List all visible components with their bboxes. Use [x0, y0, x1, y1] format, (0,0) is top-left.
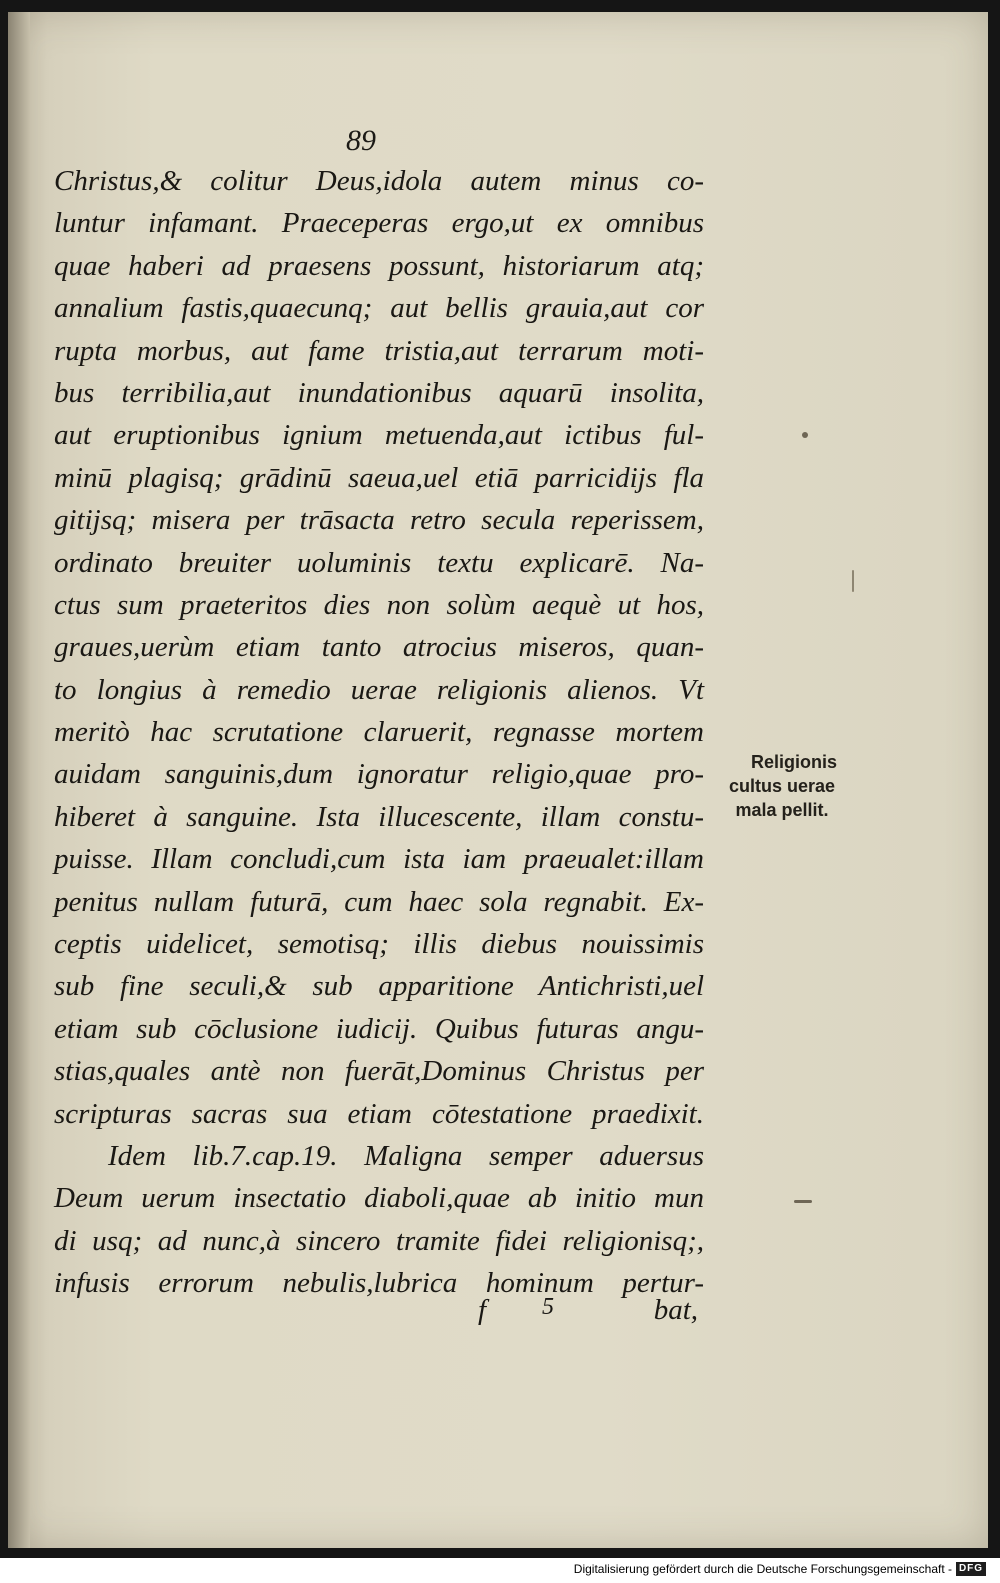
footer-credit: Digitalisierung gefördert durch die Deutsche Forschungsgemeinschaft - [573, 1562, 952, 1576]
text-line: ordinato breuiter uoluminis textu explicarē. Na- [54, 546, 704, 579]
text-line: puisse. Illam concludi,cum ista iam praeualet:illam [54, 843, 704, 876]
text-line: graues,uerùm etiam tanto atrocius miseros, quan- [54, 631, 704, 664]
text-line: scripturas sacras sua etiam cōtestatione praedixit. [54, 1097, 704, 1130]
text-line: annalium fastis,quaecunq; aut bellis grauia,aut cor [54, 292, 704, 325]
text-line: Deum uerum insectatio diaboli,quae ab initio mun [54, 1182, 704, 1215]
text-line: rupta morbus, aut fame tristia,aut terrarum moti- [54, 334, 704, 367]
paper-speck [802, 432, 808, 438]
catchword: bat, [653, 1294, 698, 1326]
digitization-footer [0, 1558, 1000, 1583]
catchword-row [478, 1294, 698, 1334]
text-line: Christus,& colitur Deus,idola autem minus co- [54, 165, 704, 197]
text-line: etiam sub cōclusione iudicij. Quibus futuras angu- [54, 1012, 704, 1045]
text-line: gitijsq; misera per trāsacta retro secula reperissem, [54, 504, 704, 537]
signature-mark: f [478, 1294, 487, 1326]
body-text [54, 160, 704, 1305]
text-line: minū plagisq; grādinū saeua,uel etiā parricidijs fla [54, 461, 704, 494]
text-line: di usq; ad nunc,à sincero tramite fidei religionisq;, [54, 1224, 704, 1257]
text-line: auidam sanguinis,dum ignoratur religio,quae pro- [54, 758, 704, 791]
marginal-note-line: Religionis [750, 752, 837, 772]
text-line: aut eruptionibus ignium metuenda,aut ictibus ful- [54, 419, 704, 452]
text-line: infusis errorum nebulis,lubrica hominum pertur- [54, 1267, 704, 1300]
text-line: meritò hac scrutatione claruerit, regnasse mortem [54, 716, 704, 749]
text-line: to longius à remedio uerae religionis alienos. Vt [54, 673, 704, 706]
signature-number: 5 [542, 1294, 554, 1320]
text-line: ctus sum praeteritos dies non solùm aequè ut hos, [54, 588, 704, 621]
marginal-note [712, 750, 852, 822]
paper-speck [852, 570, 854, 592]
text-line: Idem lib.7.cap.19. Maligna semper aduersus [108, 1139, 704, 1172]
dfg-logo: DFG [956, 1562, 986, 1576]
text-line: hiberet à sanguine. Ista illucescente, illam constu- [54, 800, 704, 833]
text-line: sub fine seculi,& sub apparitione Antichristi,uel [54, 970, 704, 1003]
text-line: stias,quales antè non fuerāt,Dominus Christus per [54, 1055, 704, 1088]
text-line: luntur infamant. Praeceperas ergo,ut ex omnibus [54, 207, 704, 240]
text-line: ceptis uidelicet, semotisq; illis diebus nouissimis [54, 928, 704, 961]
page-number: 89 [346, 124, 376, 157]
text-line: bus terribilia,aut inundationibus aquarū insolita, [54, 376, 704, 409]
paper-speck [794, 1200, 812, 1203]
page-gutter-shadow [8, 12, 30, 1548]
text-line: quae haberi ad praesens possunt, historiarum atq; [54, 249, 704, 282]
marginal-note-line: cultus uerae [728, 776, 836, 796]
marginal-note-line: mala pellit. [735, 800, 829, 820]
text-line: penitus nullam futurā, cum haec sola regnabit. Ex- [54, 885, 704, 918]
book-page [8, 12, 988, 1548]
